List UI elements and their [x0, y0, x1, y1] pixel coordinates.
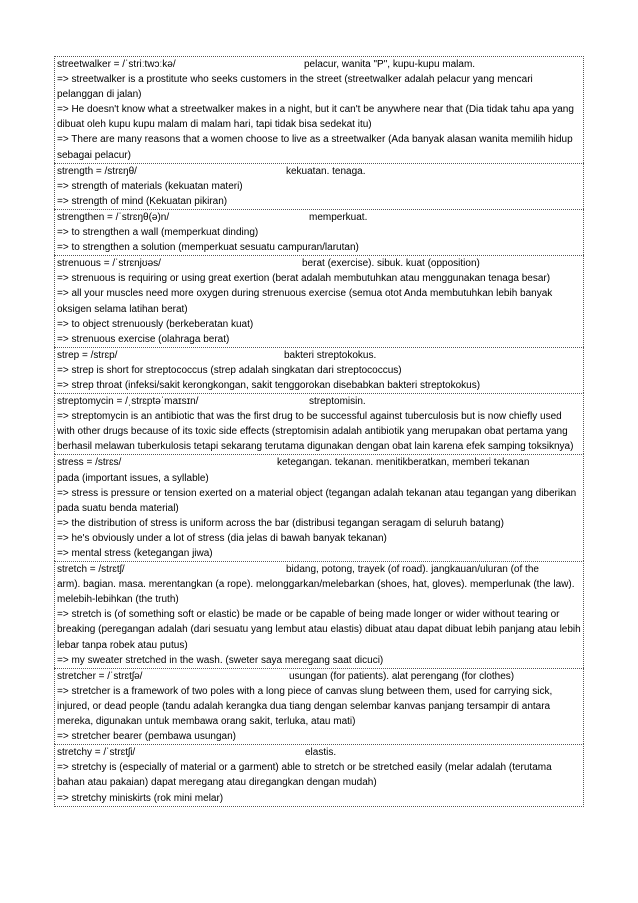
entry-headword: stretchy = /ˈstrɛtʃi/ — [57, 747, 136, 759]
dictionary-entry — [54, 454, 584, 561]
dictionary-entry — [54, 347, 584, 393]
entry-meaning: usungan (for patients). alat perengang (for clothes) — [289, 670, 515, 682]
entry-example: => stretchy is (especially of material or a garment) able to stretch or be stretched easily (melar adalah (terutama bahan atau pakaian) dapat meregang atau diregangkan dengan mudah) — [57, 762, 552, 789]
entry-meaning: memperkuat. — [309, 211, 368, 223]
entry-example: => the distribution of stress is uniform across the bar (distribusi tegangan seragam di seluruh batang) — [57, 517, 504, 529]
dictionary-page — [54, 56, 584, 807]
entry-example: => mental stress (ketegangan jiwa) — [57, 548, 213, 559]
dictionary-entry — [54, 744, 584, 806]
entry-headword: strep = /strɛp/ — [57, 349, 118, 361]
entry-example: => stretcher is a framework of two poles with a long piece of canvas slung between them, used for carrying sick, injured, or dead people (tandu adalah kerangka dua tiang dengan selembar kanvas panjang tersampir di antara mereka, digunakan untuk membawa orang sakit, terluka, atau mati) — [57, 685, 553, 728]
dictionary-entry — [54, 56, 584, 163]
entry-example: => strength of mind (Kekuatan pikiran) — [57, 195, 228, 207]
entry-example: => stretchy miniskirts (rok mini melar) — [57, 792, 224, 804]
entry-example: => stretch is (of something soft or elastic) be made or be capable of being made longer or wider without tearing or breaking (peregangan adalah (dari sesuatu yang lembut atau elastis) dibuat atau dapat dibuat lebih panjang atau lebih lebar tanpa robek atau putus) — [57, 609, 581, 651]
entry-example: => he's obviously under a lot of stress (dia jelas di bawah banyak tekanan) — [57, 532, 387, 544]
entry-example: => strenuous exercise (olahraga berat) — [57, 333, 230, 345]
entry-meaning-continued: pada (important issues, a syllable) — [57, 472, 209, 484]
entry-example: => strength of materials (kekuatan materi) — [57, 180, 243, 192]
entry-example: => strenuous is requiring or using great exertion (berat adalah membutuhkan atau menggunakan tenaga besar) — [57, 273, 551, 285]
entry-headword-row — [57, 394, 581, 409]
entry-meaning: streptomisin. — [309, 396, 366, 408]
entry-example: => There are many reasons that a women choose to live as a streetwalker (Ada banyak alasan wanita memilih hidup sebagai pelacur) — [57, 134, 573, 161]
entry-headword: strengthen = /ˈstrɛŋθ(ə)n/ — [57, 211, 170, 223]
entry-headword: stress = /strɛs/ — [57, 457, 122, 469]
entry-example: => stress is pressure or tension exerted on a material object (tegangan adalah tekanan atau tegangan yang diberikan pada suatu benda material) — [57, 487, 577, 514]
dictionary-entry — [54, 393, 584, 454]
entry-headword: streptomycin = /ˌstrɛptəˈmaɪsɪn/ — [57, 396, 199, 408]
dictionary-entry — [54, 561, 584, 668]
entry-example: => all your muscles need more oxygen during strenuous exercise (semua otot Anda membutuhkan lebih banyak oksigen selama latihan berat) — [57, 288, 553, 315]
entry-headword-row — [57, 210, 581, 225]
entry-headword: strength = /strɛŋθ/ — [57, 165, 137, 177]
entry-example: => to strengthen a solution (memperkuat sesuatu campuran/larutan) — [57, 242, 359, 254]
entry-headword-row — [57, 348, 581, 363]
entry-example: => streptomycin is an antibiotic that was the first drug to be successful against tuberculosis but is now chiefly used with other drugs because of its toxic side effects (streptomisin adalah antibiotik yang merupakan obat pertama yang berhasil melawan tuberkulosis tetapi sekarang terutama digunakan dengan obat lain karena efek samping toksiknya) — [57, 411, 574, 453]
entry-meaning: ketegangan. tekanan. menitikberatkan, memberi tekanan — [277, 457, 530, 469]
entry-meaning: pelacur, wanita "P", kupu-kupu malam. — [304, 59, 476, 70]
entry-headword-row — [57, 256, 581, 271]
entry-meaning: berat (exercise). sibuk. kuat (opposition) — [302, 258, 480, 270]
entry-meaning: kekuatan. tenaga. — [286, 165, 366, 177]
entry-headword-row — [57, 669, 581, 684]
entry-meaning: bidang, potong, trayek (of road). jangkauan/uluran (of the — [286, 564, 539, 576]
entry-example: => streetwalker is a prostitute who seeks customers in the street (streetwalker adalah pelacur yang mencari pelanggan di jalan) — [57, 74, 533, 101]
entry-headword-row — [57, 562, 581, 577]
entry-headword-row — [57, 164, 581, 179]
entry-meaning-continued: arm). bagian. masa. merentangkan (a rope). melonggarkan/melebarkan (shoes, hat, gloves). memperlunak (the law). melebih-lebihkan (the truth) — [57, 579, 575, 606]
entry-headword: stretcher = /ˈstrɛtʃə/ — [57, 670, 143, 682]
entry-headword: streetwalker = /ˈstriːtwɔːkə/ — [57, 59, 176, 70]
entry-example: => strep is short for streptococcus (strep adalah singkatan dari streptococcus) — [57, 364, 402, 376]
dictionary-entry — [54, 668, 584, 744]
dictionary-entry — [54, 163, 584, 209]
entry-example: => strep throat (infeksi/sakit kerongkongan, sakit tenggorokan disebabkan bakteri streptokokus) — [57, 379, 481, 391]
entry-headword: stretch = /strɛtʃ/ — [57, 564, 125, 576]
entry-headword-row — [57, 57, 581, 72]
entry-example: => He doesn't know what a streetwalker makes in a night, but it can't be anywhere near that (Dia tidak tahu apa yang dibuat oleh kupu kupu malam di malam hari, tapi tidak bisa sedekat itu) — [57, 104, 574, 131]
entry-meaning: elastis. — [305, 747, 337, 759]
entry-example: => stretcher bearer (pembawa usungan) — [57, 731, 236, 743]
entry-headword-row — [57, 745, 581, 760]
dictionary-entry — [54, 255, 584, 347]
entry-example: => to object strenuously (berkeberatan kuat) — [57, 318, 254, 330]
entry-example: => my sweater stretched in the wash. (sweter saya meregang saat dicuci) — [57, 654, 384, 666]
entry-headword: strenuous = /ˈstrɛnjʊəs/ — [57, 258, 161, 270]
entry-example: => to strengthen a wall (memperkuat dinding) — [57, 227, 259, 239]
entry-meaning: bakteri streptokokus. — [284, 349, 377, 361]
dictionary-entry — [54, 209, 584, 255]
entry-headword-row — [57, 455, 581, 470]
